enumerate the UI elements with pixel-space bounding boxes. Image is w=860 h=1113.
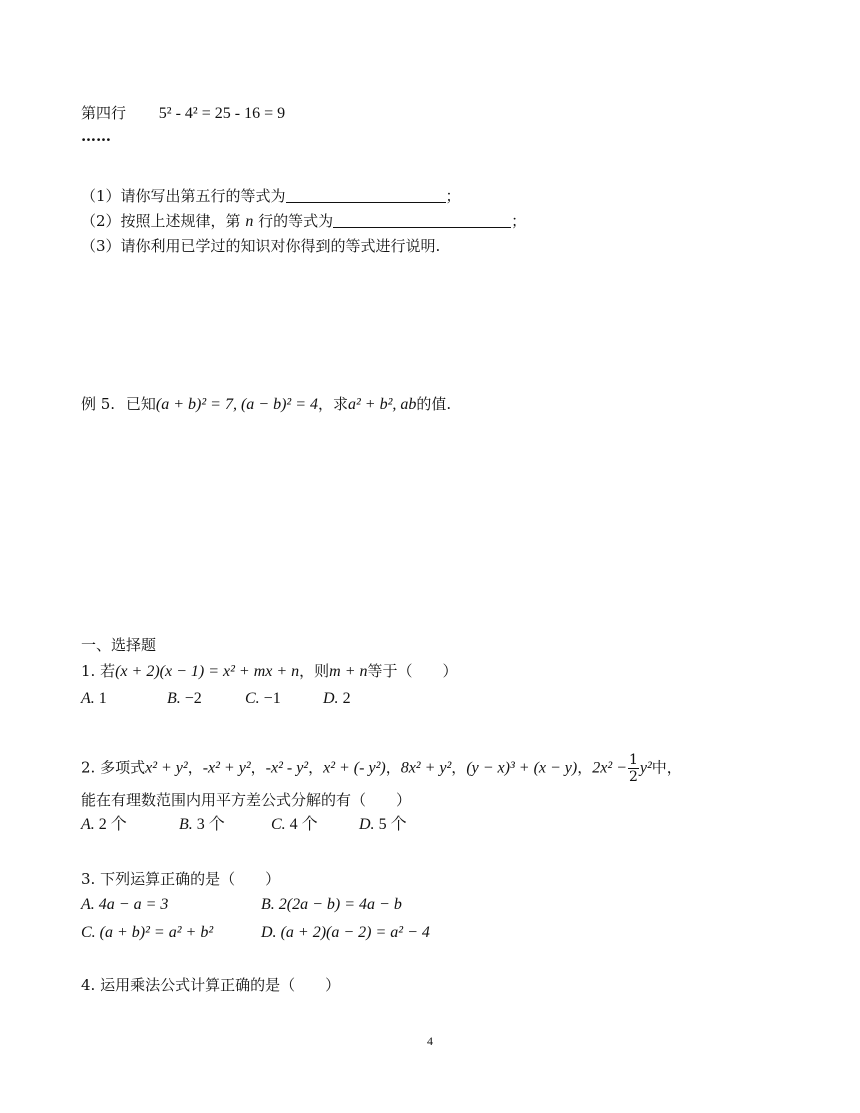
- problem-3-options-row2: [81, 923, 430, 943]
- row4-label: 第四行: [81, 104, 127, 122]
- problem-3-option-d[interactable]: D. (a + 2)(a − 2) = a² − 4: [261, 924, 430, 941]
- problem-2-stem: 2. 多项式x² + y²，-x² + y²，-x² - y²，x² + (- y²)，8x² + y²，(y − x)³ + (x − y)，2x² − $\frac{1}{2}$ y²中，: [81, 752, 682, 785]
- row4-line: [81, 103, 285, 124]
- problem-1-option-d[interactable]: D. 2: [323, 690, 351, 707]
- problem-2-option-d[interactable]: D. 5 个: [359, 816, 407, 833]
- section-title: 一、选择题: [81, 636, 157, 654]
- answer-blank-2[interactable]: [333, 213, 511, 228]
- problem-2-poly-2: -x² + y²: [202, 759, 251, 777]
- problem-2-poly-7b: y²: [639, 759, 652, 777]
- problem-2-stem-b: 中，: [651, 758, 682, 777]
- one-half-fraction: $\frac{1}{2}$: [628, 752, 638, 785]
- problem-2-poly-4: x² + (- y²): [323, 759, 386, 777]
- problem-3-option-c[interactable]: C. (a + b)² = a² + b²: [81, 924, 214, 941]
- answer-blank-1[interactable]: [286, 188, 446, 203]
- question-2-text-b: 行的等式为: [258, 212, 334, 230]
- problem-3-option-a[interactable]: A. 4a − a = 3: [81, 896, 169, 913]
- problem-1-stem-b: ，则: [299, 662, 330, 680]
- row4-equation: 5² - 4² = 25 - 16 = 9: [158, 105, 286, 122]
- problem-2-option-a[interactable]: A. 2 个: [81, 816, 127, 833]
- example-5-text3: 的值.: [416, 395, 452, 413]
- question-3: （3）请你利用已学过的知识对你得到的等式进行说明.: [81, 237, 441, 255]
- problem-1-option-c[interactable]: C. −1: [245, 690, 281, 707]
- question-2-end: ；: [511, 212, 527, 230]
- problem-1-expr2: m + n: [329, 663, 368, 680]
- question-1: [81, 186, 461, 206]
- problem-2-option-b[interactable]: B. 3 个: [179, 816, 225, 833]
- question-1-end: ；: [445, 187, 461, 205]
- problem-3-stem: 3. 下列运算正确的是（ ）: [81, 870, 281, 888]
- page-number: 4: [427, 1034, 433, 1048]
- question-2: [81, 211, 526, 232]
- example-5-label: 例 5.: [81, 395, 116, 413]
- example-5-target: a² + b², ab: [348, 396, 417, 413]
- problem-1-stem: [81, 661, 458, 682]
- problem-2-option-c[interactable]: C. 4 个: [271, 816, 318, 833]
- problem-1-options: [81, 689, 351, 709]
- problem-2-poly-3: -x² - y²: [265, 759, 309, 777]
- ellipsis: ……: [81, 127, 111, 145]
- question-1-text: （1）请你写出第五行的等式为: [81, 187, 286, 205]
- problem-1-expr: (x + 2)(x − 1) = x² + mx + n: [115, 663, 300, 680]
- problem-4-stem: 4. 运用乘法公式计算正确的是（ ）: [81, 976, 341, 994]
- problem-2-poly-6: (y − x)³ + (x − y): [466, 759, 578, 777]
- question-2-n: n: [245, 213, 254, 230]
- problem-2-poly-1: x² + y²: [145, 759, 188, 777]
- problem-1-stem-a: 1. 若: [81, 662, 116, 680]
- problem-2-line2: 能在有理数范围内用平方差公式分解的有（ ）: [81, 791, 412, 809]
- problem-2-poly-7a: 2x² −: [592, 759, 627, 777]
- example-5-text2: ，求: [317, 395, 348, 413]
- problem-1-option-a[interactable]: A. 1: [81, 690, 107, 707]
- problem-2-options: [81, 815, 407, 835]
- example-5-given: (a + b)² = 7, (a − b)² = 4: [155, 396, 318, 413]
- question-2-text-a: （2）按照上述规律，第: [81, 212, 241, 230]
- problem-3-option-b[interactable]: B. 2(2a − b) = 4a − b: [261, 896, 402, 913]
- problem-1-option-b[interactable]: B. −2: [167, 690, 202, 707]
- problem-3-options-row1: [81, 895, 402, 915]
- example-5-text1: 已知: [125, 395, 156, 413]
- example-5: [81, 394, 451, 415]
- problem-2-stem-a: 2. 多项式: [81, 758, 146, 777]
- problem-1-stem-c: 等于（ ）: [367, 662, 458, 680]
- problem-2-poly-5: 8x² + y²: [400, 759, 452, 777]
